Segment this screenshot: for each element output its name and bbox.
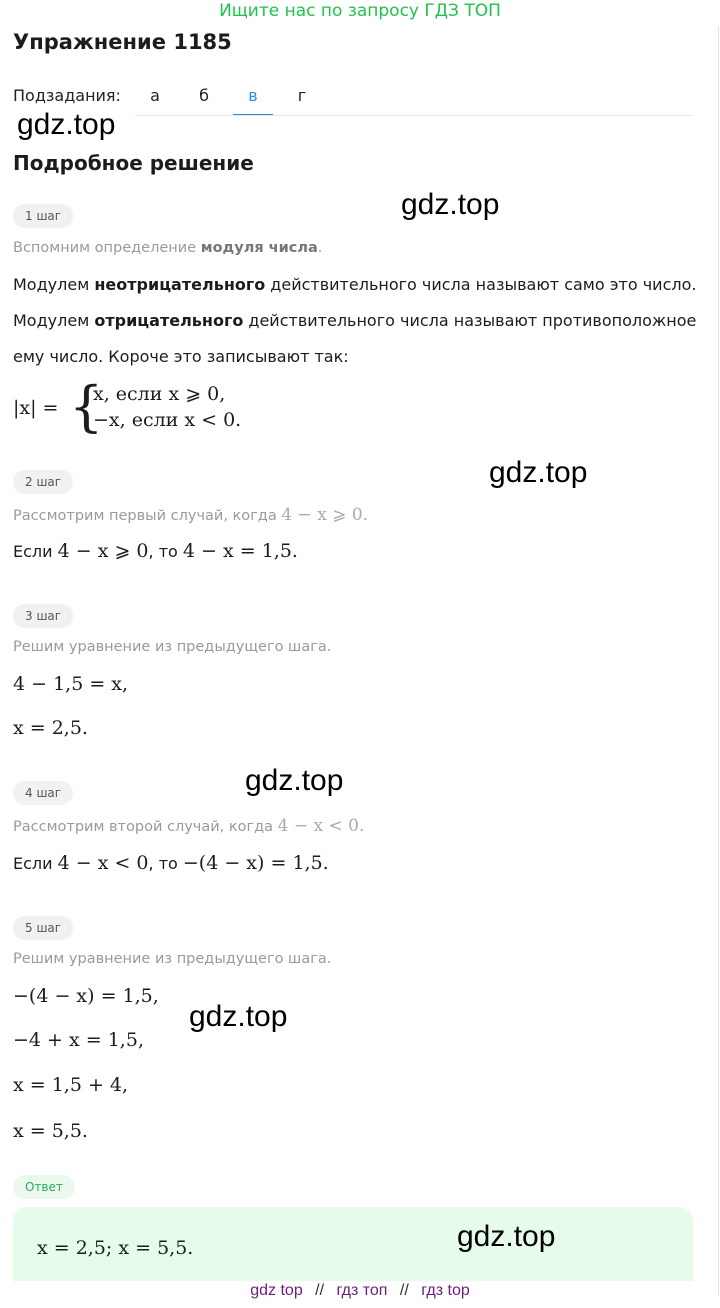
- equation: −(4 − x) = 1,5,: [13, 985, 159, 1007]
- equation: x = 2,5.: [13, 717, 88, 739]
- equation: −4 + x = 1,5,: [13, 1029, 144, 1051]
- watermark: gdz.top: [17, 108, 116, 141]
- step-text: Если 4 − x ⩾ 0, то 4 − x = 1,5.: [13, 540, 298, 562]
- footer-link[interactable]: gdz top: [250, 1282, 303, 1299]
- watermark: gdz.top: [245, 764, 344, 797]
- watermark: gdz.top: [457, 1220, 556, 1253]
- tab-v[interactable]: в: [233, 86, 273, 105]
- step-hint: Решим уравнение из предыдущего шага.: [13, 951, 332, 967]
- step-badge: 5 шаг: [13, 916, 73, 940]
- page-title: Упражнение 1185: [13, 30, 232, 54]
- step-badge: 1 шаг: [13, 204, 73, 228]
- formula-case-1: x, если x ⩾ 0,: [93, 383, 226, 405]
- footer-separator: //: [399, 1282, 409, 1299]
- tabs-underline: [135, 115, 693, 116]
- tab-a[interactable]: а: [150, 86, 160, 105]
- answer-badge: Ответ: [13, 1175, 75, 1199]
- equation: 4 − 1,5 = x,: [13, 673, 129, 695]
- definition-text: Модулем отрицательного действительного числа называют противоположное: [13, 311, 697, 330]
- step-badge: 3 шаг: [13, 604, 73, 628]
- step-hint: Вспомним определение модуля числа.: [13, 240, 323, 256]
- content-divider: [718, 26, 719, 1296]
- watermark: gdz.top: [401, 188, 500, 221]
- step-hint: Рассмотрим второй случай, когда 4 − x < 0.: [13, 816, 365, 836]
- tab-g[interactable]: г: [297, 86, 307, 105]
- definition-text: Модулем неотрицательного действительного числа называют само это число.: [13, 275, 697, 294]
- formula-case-2: −x, если x < 0.: [93, 409, 242, 431]
- step-text: Если 4 − x < 0, то −(4 − x) = 1,5.: [13, 852, 329, 874]
- definition-text: ему число. Короче это записывают так:: [13, 347, 349, 366]
- answer-box: [13, 1207, 693, 1281]
- footer-separator: //: [315, 1282, 325, 1299]
- equation: x = 1,5 + 4,: [13, 1074, 129, 1096]
- modulus-formula: [13, 375, 313, 441]
- formula-lhs: |x| =: [13, 397, 59, 419]
- step-hint: Решим уравнение из предыдущего шага.: [13, 639, 332, 655]
- subtasks-label: Подзадания:: [13, 86, 121, 105]
- footer-link[interactable]: гдз top: [421, 1282, 470, 1299]
- answer-value: x = 2,5; x = 5,5.: [37, 1237, 194, 1259]
- watermark: gdz.top: [489, 456, 588, 489]
- watermark: gdz.top: [189, 1000, 288, 1033]
- step-hint: Рассмотрим первый случай, когда 4 − x ⩾ 0.: [13, 505, 369, 525]
- search-banner: Ищите нас по запросу ГДЗ ТОП: [219, 1, 501, 21]
- step-badge: 2 шаг: [13, 470, 73, 494]
- section-title: Подробное решение: [13, 151, 254, 175]
- footer-links: [0, 1282, 720, 1300]
- footer-link[interactable]: гдз топ: [336, 1282, 388, 1299]
- step-badge: 4 шаг: [13, 781, 73, 805]
- brace-icon: {: [69, 375, 104, 438]
- tab-b[interactable]: б: [199, 86, 209, 105]
- equation: x = 5,5.: [13, 1120, 88, 1142]
